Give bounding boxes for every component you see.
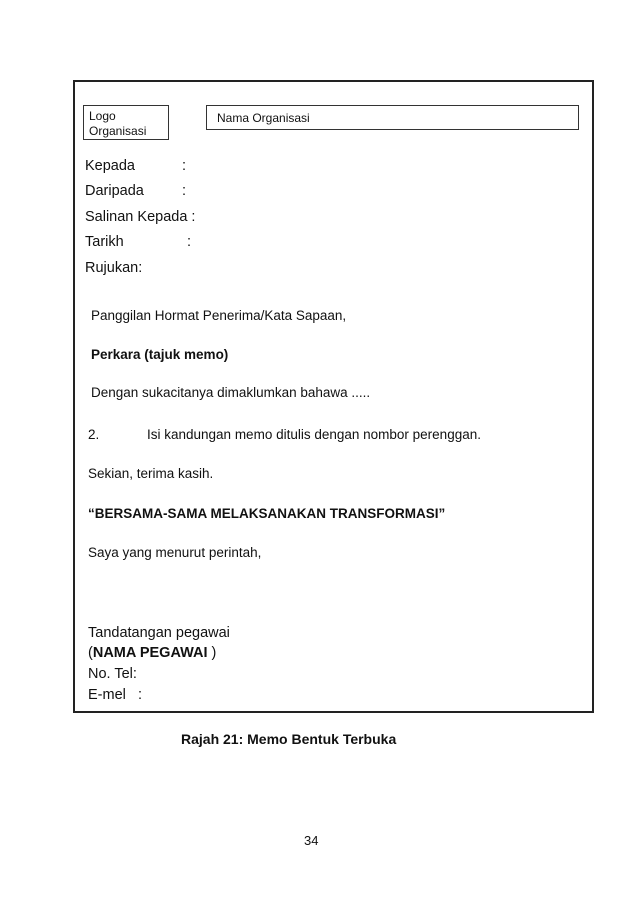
page-number: 34 (304, 833, 319, 848)
organization-name-box (206, 105, 579, 130)
field-kepada-colon: : (182, 158, 187, 174)
paragraph-two-number: 2. (88, 427, 100, 442)
officer-name-line (88, 645, 216, 661)
organization-name-label: Nama Organisasi (217, 111, 310, 125)
field-daripada-label: Daripada (85, 183, 144, 199)
field-tarikh-colon: : (187, 234, 192, 250)
motto-line: “BERSAMA-SAMA MELAKSANAKAN TRANSFORMASI” (88, 506, 446, 521)
paragraph-one: Dengan sukacitanya dimaklumkan bahawa ..... (91, 385, 371, 400)
signature-line: Tandatangan pegawai (88, 625, 230, 641)
officer-name-open-paren: ( (88, 645, 93, 661)
email-line: E-mel : (88, 687, 142, 703)
officer-name-close-paren: ) (207, 645, 217, 661)
figure-caption: Rajah 21: Memo Bentuk Terbuka (181, 731, 397, 747)
closing-line: Sekian, terima kasih. (88, 466, 214, 481)
field-tarikh-label: Tarikh (85, 234, 124, 250)
salutation-line: Panggilan Hormat Penerima/Kata Sapaan, (91, 308, 347, 323)
subject-line: Perkara (tajuk memo) (91, 347, 229, 362)
field-kepada-label: Kepada (85, 158, 135, 174)
signoff-line: Saya yang menurut perintah, (88, 545, 262, 560)
memo-template-frame (73, 80, 594, 713)
field-salinan-kepada-label: Salinan Kepada : (85, 209, 196, 225)
phone-line: No. Tel: (88, 666, 137, 682)
logo-label: Logo Organisasi (89, 109, 147, 138)
field-daripada-colon: : (182, 183, 187, 199)
logo-placeholder-box (83, 105, 169, 140)
officer-name: NAMA PEGAWAI (92, 645, 208, 661)
field-rujukan-label: Rujukan: (85, 260, 143, 276)
paragraph-two-text: Isi kandungan memo ditulis dengan nombor perenggan. (147, 427, 481, 442)
